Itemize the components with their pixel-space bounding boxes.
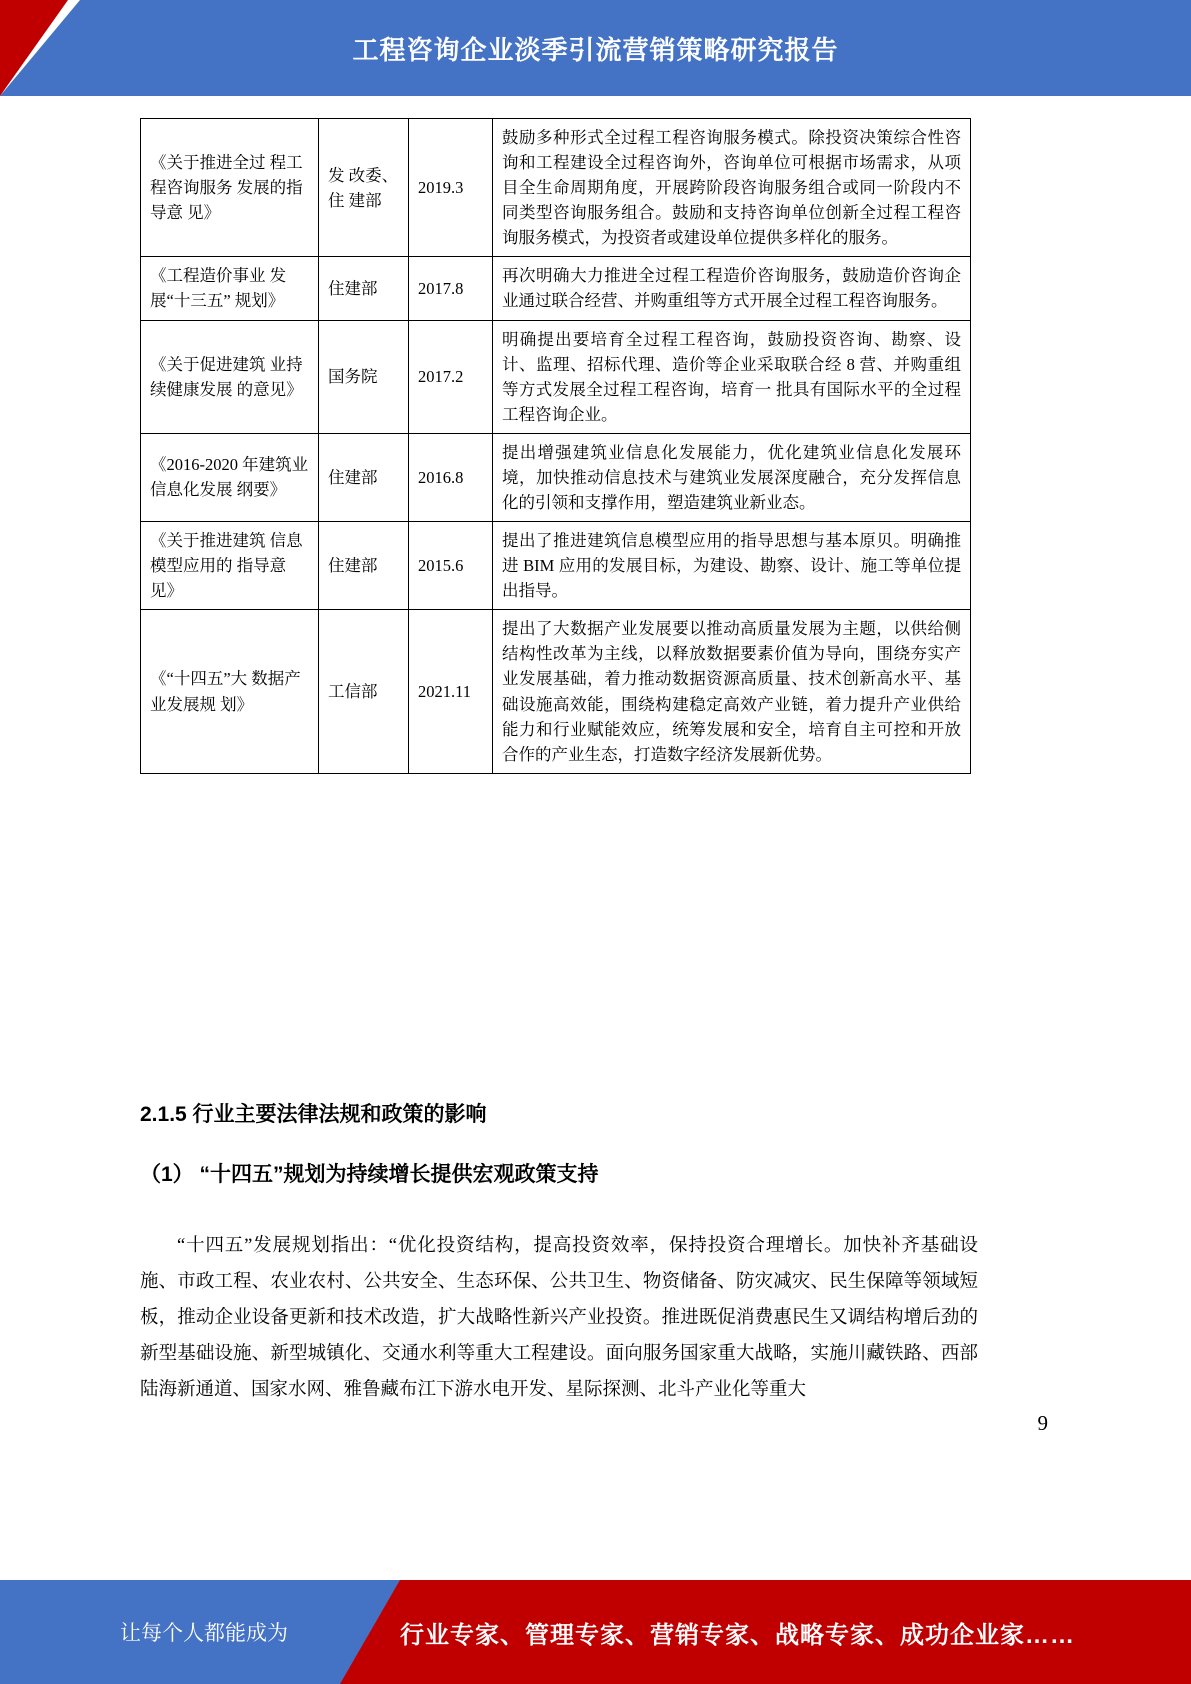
cell-document: 《关于促进建筑 业持续健康发展 的意见》 bbox=[141, 320, 319, 433]
page-header bbox=[0, 0, 1191, 96]
cell-date: 2015.6 bbox=[409, 522, 493, 610]
subsection-heading: （1） “十四五”规划为持续增长提供宏观政策支持 bbox=[140, 1163, 599, 1186]
cell-organization: 发 改委、住 建部 bbox=[319, 119, 409, 257]
table-row bbox=[141, 320, 971, 433]
section-heading: 2.1.5 行业主要法律法规和政策的影响 bbox=[140, 1103, 487, 1126]
cell-organization: 住建部 bbox=[319, 522, 409, 610]
body-paragraph: “十四五”发展规划指出：“优化投资结构，提高投资效率，保持投资合理增长。加快补齐基础设施、市政工程、农业农村、公共安全、生态环保、公共卫生、物资储备、防灾减灾、民生保障等领域短板，推动企业设备更新和技术改造，扩大战略性新兴产业投资。推进既促消费惠民生又调结构增后劲的新型基础设施、新型城镇化、交通水利等重大工程建设。面向服务国家重大战略，实施川藏铁路、西部陆海新通道、国家水网、雅鲁藏布江下游水电开发、星际探测、北斗产业化等重大 bbox=[140, 1236, 978, 1401]
cell-date: 2021.11 bbox=[409, 610, 493, 773]
cell-organization: 住建部 bbox=[319, 257, 409, 320]
page-content bbox=[0, 96, 1191, 1580]
cell-document: 《关于推进建筑 信息模型应用的 指导意见》 bbox=[141, 522, 319, 610]
table-row bbox=[141, 433, 971, 521]
cell-description: 明确提出要培育全过程工程咨询，鼓励投资咨询、勘察、设计、监理、招标代理、造价等企业采取联合经 8 营、并购重组等方式发展全过程工程咨询，培育一 批具有国际水平的全过程工程咨询企业。 bbox=[493, 320, 971, 433]
cell-document: 《“十四五”大 数据产业发展规 划》 bbox=[141, 610, 319, 773]
table-row bbox=[141, 522, 971, 610]
cell-description: 鼓励多种形式全过程工程咨询服务模式。除投资决策综合性咨询和工程建设全过程咨询外，咨询单位可根据市场需求，从项目全生命周期角度，开展跨阶段咨询服务组合或同一阶段内不同类型咨询服务组合。鼓励和支持咨询单位创新全过程工程咨询服务模式，为投资者或建设单位提供多样化的服务。 bbox=[493, 119, 971, 257]
cell-description: 提出了推进建筑信息模型应用的指导思想与基本原贝。明确推进 BIM 应用的发展目标，为建设、勘察、设计、施工等单位提出指导。 bbox=[493, 522, 971, 610]
policy-table bbox=[140, 118, 971, 774]
table-row bbox=[141, 119, 971, 257]
document-title: 工程咨询企业淡季引流营销策略研究报告 bbox=[352, 34, 839, 65]
cell-date: 2019.3 bbox=[409, 119, 493, 257]
cell-description: 再次明确大力推进全过程工程造价咨询服务，鼓励造价咨询企业通过联合经营、并购重组等方式开展全过程工程咨询服务。 bbox=[493, 257, 971, 320]
cell-date: 2017.8 bbox=[409, 257, 493, 320]
cell-document: 《工程造价事业 发展“十三五” 规划》 bbox=[141, 257, 319, 320]
cell-date: 2017.2 bbox=[409, 320, 493, 433]
page-footer bbox=[0, 1580, 1191, 1684]
page-number: 9 bbox=[1037, 1411, 1048, 1435]
cell-organization: 住建部 bbox=[319, 433, 409, 521]
cell-document: 《关于推进全过 程工程咨询服务 发展的指导意 见》 bbox=[141, 119, 319, 257]
cell-document: 《2016-2020 年建筑业信息化发展 纲要》 bbox=[141, 433, 319, 521]
cell-date: 2016.8 bbox=[409, 433, 493, 521]
table-row bbox=[141, 610, 971, 773]
table-row bbox=[141, 257, 971, 320]
cell-description: 提出增强建筑业信息化发展能力，优化建筑业信息化发展环境，加快推动信息技术与建筑业发展深度融合，充分发挥信息化的引领和支撑作用，塑造建筑业新业态。 bbox=[493, 433, 971, 521]
cell-organization: 国务院 bbox=[319, 320, 409, 433]
cell-description: 提出了大数据产业发展要以推动高质量发展为主题，以供给侧结构性改革为主线，以释放数据要素价值为导向，围绕夯实产业发展基础，着力推动数据资源高质量、技术创新高水平、基础设施高效能，围绕构建稳定高效产业链，着力提升产业供给能力和行业赋能效应，统筹发展和安全，培育自主可控和开放合作的产业生态，打造数字经济发展新优势。 bbox=[493, 610, 971, 773]
cell-organization: 工信部 bbox=[319, 610, 409, 773]
footer-slogan-right: 行业专家、管理专家、营销专家、战略专家、成功企业家…… bbox=[400, 1621, 1075, 1649]
footer-slogan-left: 让每个人都能成为 bbox=[120, 1622, 288, 1645]
